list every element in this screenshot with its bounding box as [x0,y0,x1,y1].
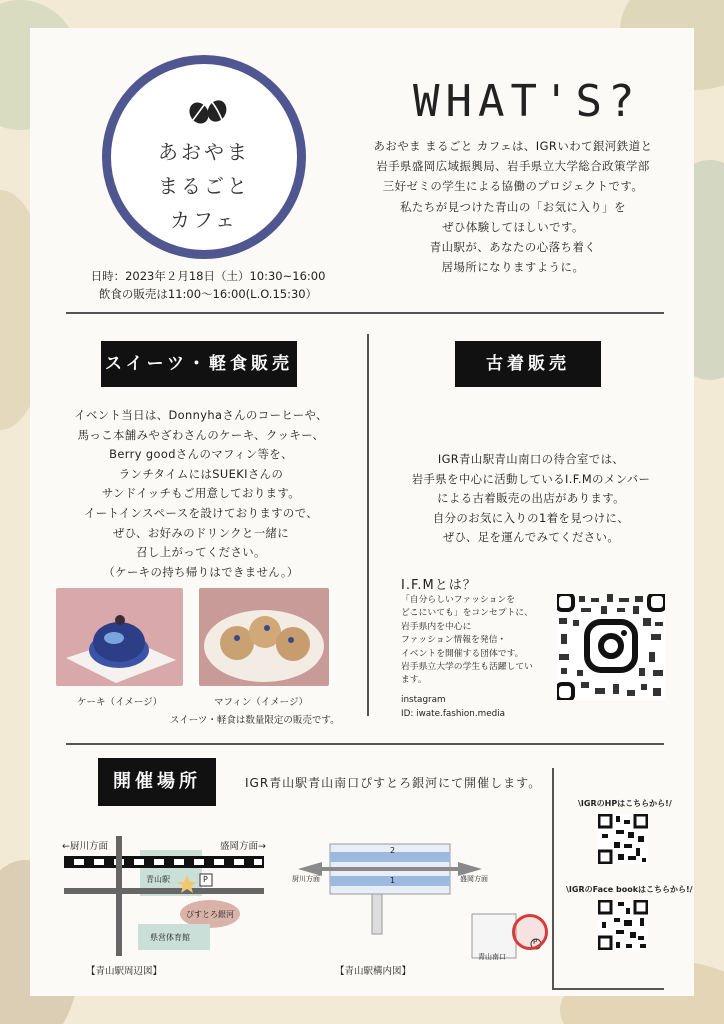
hp-qr-code[interactable] [598,814,648,864]
fb-label: \IGRのFace bookはこちらから!/ [566,885,693,894]
sweets-text: イベント当日は、Donnyhaさんのコーヒーや、 馬っこ本舗みやざわさんのケーキ、クッキー、 Berry goodさんのマフィン等を、 ランチタイムにはSUEKIさんの サンドイッチもご用意しております。 イートインスペースを設けておりますので、 ぜひ、お好みのドリンクと一緒に 召し上がってください。 （ケーキの持ち帰りはできません。） [74,408,328,579]
muffin-image [199,588,329,686]
muffin-caption: マフィン（イメージ） [214,697,308,708]
logo-line: カフェ [170,208,238,232]
cafe-logo [102,55,306,259]
instagram-id: ID: iwate.fashion.media [401,709,506,719]
map1-station: 青山駅 [146,875,170,884]
map2-left-direction: 厨川方面 [292,875,320,883]
whats-title: WHAT'S? [413,76,641,127]
map1-parking: P [203,875,208,884]
map2-track-2: 2 [390,846,396,855]
clothes-text: IGR青山駅青山南口の待合室では、 岩手県を中心に活動しているI.F.Mのメンバー による古着販売の出店があります。 自分のお気に入りの1着を見つけに、 ぜひ、足を運んでみてください。 [411,452,651,545]
cake-photo [56,588,183,686]
divider [66,312,664,314]
area-map [60,828,270,958]
logo-line: まるごと [158,174,250,198]
coffee-beans-icon [185,96,231,126]
facebook-qr-code[interactable] [598,900,648,950]
divider [367,334,369,716]
muffin-photo [199,588,329,686]
map2-right-direction: 盛岡方面 [460,875,488,883]
food-hours: 飲食の販売は11:00～16:00(L.O.15:30） [98,287,318,301]
hp-label: \IGRのHPはこちらから!/ [578,799,672,808]
ifm-description: 「自分らしいファッションを どこにいても」をコンセプトに、 岩手県内を中心に ファッション情報を発信・ イベントを開催する団体です。 岩手県立大学の学生も活躍してい ます。 [401,595,533,686]
limited-note: スイーツ・軽食は数量限定の販売です。 [170,715,340,726]
map1-right-direction: 盛岡方面→ [220,841,266,852]
venue-label: 開催場所 [98,758,216,806]
map1-bistro: ぴすとろ銀河 [186,910,234,919]
logo-line: あおやま [158,140,250,164]
divider [552,768,554,988]
venue-highlight-circle [512,914,548,950]
map1-caption: 【青山駅周辺図】 [86,966,163,977]
cake-caption: ケーキ（イメージ） [77,697,163,708]
map2-caption: 【青山駅構内図】 [335,966,412,977]
event-date: 日時：2023年２月18日（土）10:30~16:00 [90,269,326,283]
flyer-page [30,28,694,996]
venue-text: IGR青山駅青山南口ぴすとろ銀河にて開催します。 [245,776,542,790]
map1-gym: 県営体育館 [150,933,190,942]
map2-parking: P [533,938,538,946]
divider [552,988,664,990]
ifm-title: I.F.Mとは？ [401,578,477,593]
cake-image [56,588,183,686]
divider [66,743,664,745]
map2-exit: 青山南口 [478,953,506,961]
instagram-qr-code[interactable] [557,594,665,700]
intro-text: あおやま まるごと カフェは、IGRいわて銀河鉄道と 岩手県盛岡広域振興局、岩手県立大学総合政策学部 三好ゼミの学生による協働のプロジェクトです。 私たちが見つけた青山の「お気に入り」を ぜひ体験してほしいです。 青山駅が、あなたの心落ち着く 居場所になりますように。 [373,139,653,275]
instagram-label: instagram [401,695,446,705]
map2-track-1: 1 [390,876,396,885]
clothes-label: 古着販売 [455,341,601,387]
sweets-label: スイーツ・軽食販売 [101,341,297,387]
map1-left-direction: ←厨川方面 [62,841,108,852]
station-map [292,834,542,964]
